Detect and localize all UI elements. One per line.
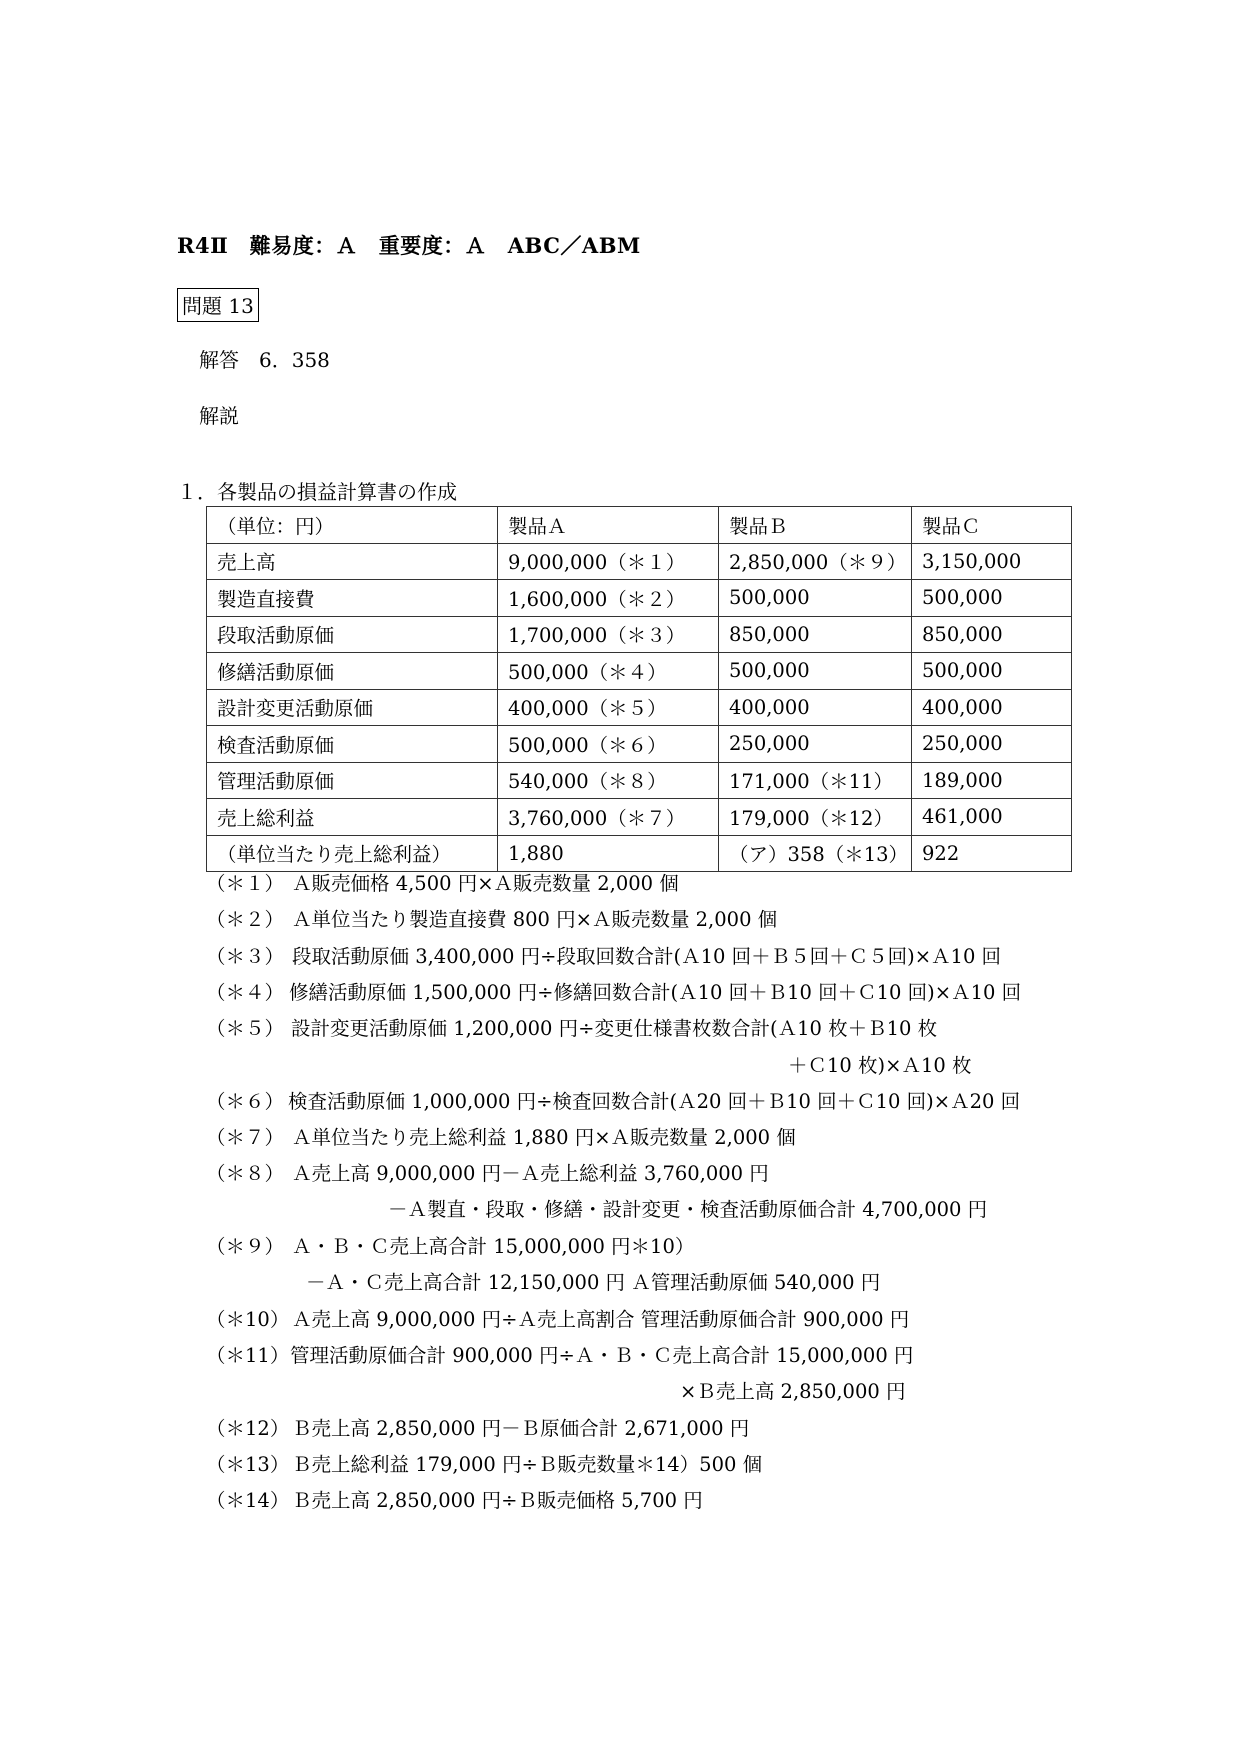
table-row <box>207 762 1072 799</box>
footnote-label: （＊４） <box>206 981 285 1004</box>
footnote-text: 段取活動原価 3,400,000 円÷段取回数合計(Ａ10 回＋Ｂ５回＋Ｃ５回)×Ａ10 回 <box>292 945 1002 968</box>
value-cell: 171,000（＊11） <box>719 762 912 799</box>
row-label-cell: 段取活動原価 <box>207 616 498 653</box>
footnote-label: （＊２） <box>206 908 285 931</box>
footnote-text: 管理活動原価合計 900,000 円÷Ａ・Ｂ・Ｃ売上高合計 15,000,000 円 <box>290 1344 914 1367</box>
page-heading: R4Ⅱ 難易度：Ａ 重要度：Ａ ABC／ABM <box>177 233 641 258</box>
row-label-cell: （単位当たり売上総利益） <box>207 835 498 872</box>
footnote-label: （＊14） <box>206 1489 290 1512</box>
value-cell: 2,850,000（＊９） <box>719 543 912 580</box>
income-statement-table <box>206 506 1072 872</box>
footnote-label: （＊12） <box>206 1417 290 1440</box>
footnote-text: Ａ単位当たり製造直接費 800 円×Ａ販売数量 2,000 個 <box>292 908 778 931</box>
value-cell: 3,760,000（＊７） <box>498 799 719 836</box>
footnote-label: （＊１） <box>206 872 285 895</box>
footnote-text: －Ａ製直・段取・修繕・設計変更・検査活動原価合計 4,700,000 円 <box>388 1198 988 1221</box>
header-cell: 製品Ｃ <box>912 507 1072 544</box>
row-label-cell: 検査活動原価 <box>207 726 498 763</box>
value-cell: 922 <box>912 835 1072 872</box>
footnote-text: －Ａ・Ｃ売上高合計 12,150,000 円 Ａ管理活動原価 540,000 円 <box>306 1271 881 1294</box>
footnote-label: （＊11） <box>206 1344 290 1367</box>
value-cell: 9,000,000（＊１） <box>498 543 719 580</box>
value-cell: 250,000 <box>719 726 912 763</box>
footnote-label: （＊13） <box>206 1453 290 1476</box>
footnote-label: （＊６） <box>206 1090 285 1113</box>
row-label-cell: 設計変更活動原価 <box>207 689 498 726</box>
footnote-text: Ａ売上高 9,000,000 円÷Ａ売上高割合 管理活動原価合計 900,000 円 <box>292 1308 910 1331</box>
row-label-cell: 売上総利益 <box>207 799 498 836</box>
value-cell: 461,000 <box>912 799 1072 836</box>
footnote-label: （＊３） <box>206 945 285 968</box>
table-row <box>207 799 1072 836</box>
row-label-cell: 売上高 <box>207 543 498 580</box>
value-cell: 1,700,000（＊３） <box>498 616 719 653</box>
value-cell: 400,000 <box>719 689 912 726</box>
problem-number-box: 問題 13 <box>177 288 259 322</box>
header-cell: 製品Ｂ <box>719 507 912 544</box>
value-cell: 850,000 <box>912 616 1072 653</box>
footnote-text: Ｂ売上高 2,850,000 円－Ｂ原価合計 2,671,000 円 <box>292 1417 750 1440</box>
footnote-text: Ａ売上高 9,000,000 円－Ａ売上総利益 3,760,000 円 <box>292 1162 769 1185</box>
row-label-cell: 製造直接費 <box>207 580 498 617</box>
footnote-text: Ｂ売上高 2,850,000 円÷Ｂ販売価格 5,700 円 <box>292 1489 703 1512</box>
value-cell: （ア）358（＊13） <box>719 835 912 872</box>
footnote-text: 設計変更活動原価 1,200,000 円÷変更仕様書枚数合計(Ａ10 枚＋Ｂ10 枚 <box>291 1017 938 1040</box>
footnote-text: ×Ｂ売上高 2,850,000 円 <box>680 1380 906 1403</box>
table-row <box>207 726 1072 763</box>
table-row <box>207 616 1072 653</box>
value-cell: 500,000 <box>912 580 1072 617</box>
table-row <box>207 543 1072 580</box>
table-header-row <box>207 507 1072 544</box>
footnote-label: （＊８） <box>206 1162 285 1185</box>
value-cell: 540,000（＊８） <box>498 762 719 799</box>
value-cell: 850,000 <box>719 616 912 653</box>
footnote-text: 修繕活動原価 1,500,000 円÷修繕回数合計(Ａ10 回＋Ｂ10 回＋Ｃ10 回)×Ａ10 回 <box>289 981 1022 1004</box>
table-row <box>207 653 1072 690</box>
value-cell: 189,000 <box>912 762 1072 799</box>
footnote-text: 検査活動原価 1,000,000 円÷検査回数合計(Ａ20 回＋Ｂ10 回＋Ｃ10 回)×Ａ20 回 <box>288 1090 1021 1113</box>
value-cell: 400,000（＊５） <box>498 689 719 726</box>
footnote-text: Ａ販売価格 4,500 円×Ａ販売数量 2,000 個 <box>292 872 679 895</box>
footnote-label: （＊９） <box>206 1235 285 1258</box>
footnote-text: Ａ・Ｂ・Ｃ売上高合計 15,000,000 円＊10） <box>292 1235 695 1258</box>
value-cell: 3,150,000 <box>912 543 1072 580</box>
footnote-label: （＊７） <box>206 1126 285 1149</box>
footnote-text: Ａ単位当たり売上総利益 1,880 円×Ａ販売数量 2,000 個 <box>292 1126 796 1149</box>
header-cell: （単位：円） <box>207 507 498 544</box>
value-cell: 179,000（＊12） <box>719 799 912 836</box>
table-row <box>207 835 1072 872</box>
value-cell: 250,000 <box>912 726 1072 763</box>
row-label-cell: 管理活動原価 <box>207 762 498 799</box>
value-cell: 500,000 <box>719 580 912 617</box>
value-cell: 500,000 <box>912 653 1072 690</box>
table-row <box>207 580 1072 617</box>
value-cell: 1,600,000（＊２） <box>498 580 719 617</box>
value-cell: 500,000（＊４） <box>498 653 719 690</box>
header-cell: 製品Ａ <box>498 507 719 544</box>
footnote-text: Ｂ売上総利益 179,000 円÷Ｂ販売数量＊14）500 個 <box>292 1453 763 1476</box>
value-cell: 400,000 <box>912 689 1072 726</box>
section-title: １．各製品の損益計算書の作成 <box>177 480 457 504</box>
footnote-text: ＋Ｃ10 枚)×Ａ10 枚 <box>788 1054 972 1077</box>
row-label-cell: 修繕活動原価 <box>207 653 498 690</box>
footnote-label: （＊10） <box>206 1308 290 1331</box>
footnote-label: （＊５） <box>206 1017 285 1040</box>
value-cell: 500,000（＊６） <box>498 726 719 763</box>
value-cell: 500,000 <box>719 653 912 690</box>
explanation-label: 解説 <box>199 404 239 428</box>
value-cell: 1,880 <box>498 835 719 872</box>
table-row <box>207 689 1072 726</box>
answer-line: 解答 6．358 <box>199 348 330 372</box>
